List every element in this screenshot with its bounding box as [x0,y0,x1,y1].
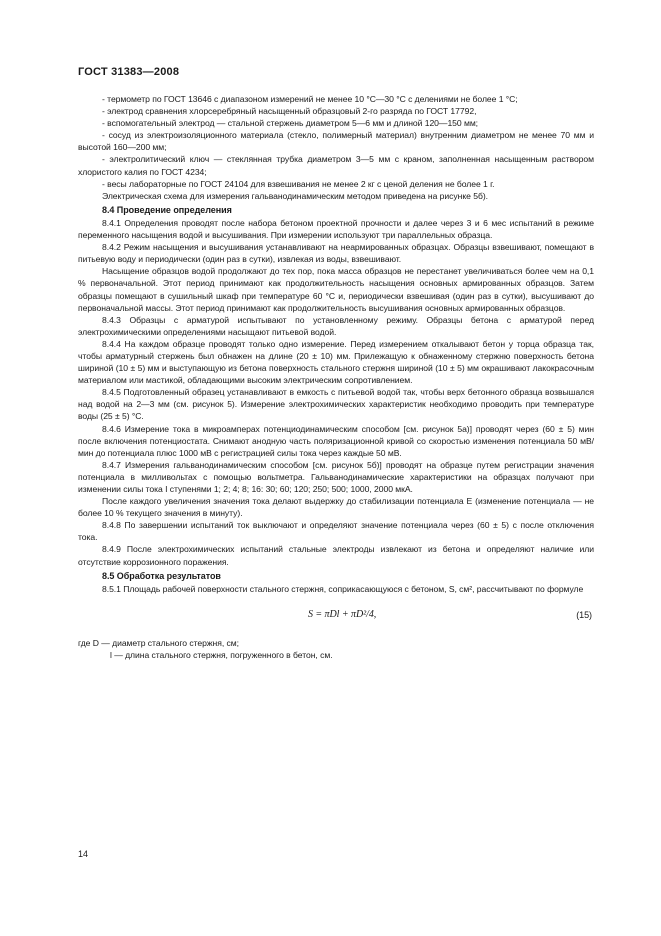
paragraph: 8.4.9 После электрохимических испытаний стальные электроды извлекают из бетона и определяют наличие или отсутствие коррозионного поражения. [78,544,594,567]
paragraph: - термометр по ГОСТ 13646 с диапазоном измерений не менее 10 °С—30 °С с делениями не более 1 °С; [102,94,518,104]
paragraph: Насыщение образцов водой продолжают до тех пор, пока масса образцов не перестанет увеличиваться более чем на 0,1 % первоначальной. Этот период принимают как продолжительность насыщения основных армированных образцов. Затем образцы помещают в сушильный шкаф при температуре 60 °С и, периодически взвешивая (один раз в сутки), высушивают до первоначальной массы. Этот период принимают как продолжительность высушивания основных армированных образцов. [78,266,594,313]
paragraph: - сосуд из электроизоляционного материала (стекло, полимерный материал) внутренним диаметром не менее 70 мм и высотой 160—200 мм; [78,130,594,153]
paragraph: 8.4.3 Образцы с арматурой испытывают по установленному режиму. Образцы бетона с арматурой перед электрохимическими определениями насыщают питьевой водой. [78,314,594,337]
paragraph: Электрическая схема для измерения гальванодинамическим методом приведена на рисунке 5б). [102,190,488,201]
formula [78,603,594,629]
paragraph: 8.4.6 Измерение тока в микроамперах потенциодинамическим способом [см. рисунок 5а)] проводят через (60 ± 5) мин после включения потенциостата. Снимают анодную часть поляризационной кривой со скоростью изменения потенциала 50 мВ/мин до потенциала плюс 1000 мВ с регистрацией силы тока через каждые 50 мВ. [78,423,594,458]
formula-number: (15) [576,609,592,620]
paragraph: 8.4.7 Измерения гальванодинамическим способом [см. рисунок 5б)] проводят на образце путем регистрации значения потенциала в милливольтах с помощью вольтметра. Гальванодинамические характеристики на образцах получают при изменении силы тока I ступенями 1; 2; 4; 8; 16: 30; 60; 120; 250; 500; 1000, 2000 мкА. [78,459,594,494]
paragraph: После каждого увеличения значения тока делают выдержку до стабилизации потенциала E (изменение потенциала — не более 10 % текущего значения в минуту). [78,496,594,519]
page-number: 14 [78,849,89,859]
paragraph: - весы лабораторные по ГОСТ 24104 для взвешивания не менее 2 кг с ценой деления не более 1 г. [102,178,495,189]
paragraph: - электролитический ключ — стеклянная трубка диаметром 3—5 мм с краном, заполненная насыщенным раствором хлористого калия по ГОСТ 4234; [78,154,594,177]
section-heading: 8.4 Проведение определения [102,204,232,215]
document-body [78,93,594,661]
paragraph: 8.4.5 Подготовленный образец устанавливают в емкость с питьевой водой так, чтобы верх бетонного образца возвышался над водой на 2—3 мм (см. рисунок 5). Измерение электрохимических характеристик необходимо проводить при температуре воды (25 ± 5) °С. [78,387,594,422]
paragraph: 8.4.2 Режим насыщения и высушивания устанавливают на неармированных образцах. Образцы взвешивают, помещают в питьевую воду и периодически (один раз в сутки), извлекая из воды, взвешивают. [78,242,594,265]
document-header: ГОСТ 31383—2008 [78,66,180,78]
formula-legend [78,637,594,661]
paragraph: 8.4.8 По завершении испытаний ток выключают и определяют значение потенциала через (60 ± 5) с после отключения тока. [78,520,594,543]
paragraph: 8.4.1 Определения проводят после набора бетоном проектной прочности и далее через 3 и 6 мес испытаний в режиме переменного насыщения водой и высушивания. При измерении используют три параллельных образца. [78,217,594,241]
paragraph: - электрод сравнения хлорсеребряный насыщенный образцовый 2-го разряда по ГОСТ 17792, [102,106,477,117]
legend-line: где D — диаметр стального стержня, см; [78,637,239,648]
paragraph: - вспомогательный электрод — стальной стержень диаметром 5—6 мм и длиной 120—150 мм; [102,118,479,129]
paragraph: 8.4.4 На каждом образце проводят только одно измерение. Перед измерением откалывают бетон у торца образца так, чтобы арматурный стержень был обнажен на длине (20 ± 10) мм. Прилежащую к обнаженному стержню поверхность бетона шириной (10 ± 5) мм и выступающую из бетона поверхность стального стержня шириной (10 ± 5) мм окрашивают лакокрасочным материалом или мастикой, обладающими высоким электрическим сопротивлением. [78,338,594,386]
section-heading: 8.5 Обработка результатов [102,570,221,581]
paragraph: 8.5.1 Площадь рабочей поверхности стального стержня, соприкасающуюся с бетоном, S, см², рассчитывают по формуле [102,583,584,594]
formula-expression: S = πDl + πD²/4, [308,608,377,620]
legend-line: l — длина стального стержня, погруженного в бетон, см. [110,649,333,660]
